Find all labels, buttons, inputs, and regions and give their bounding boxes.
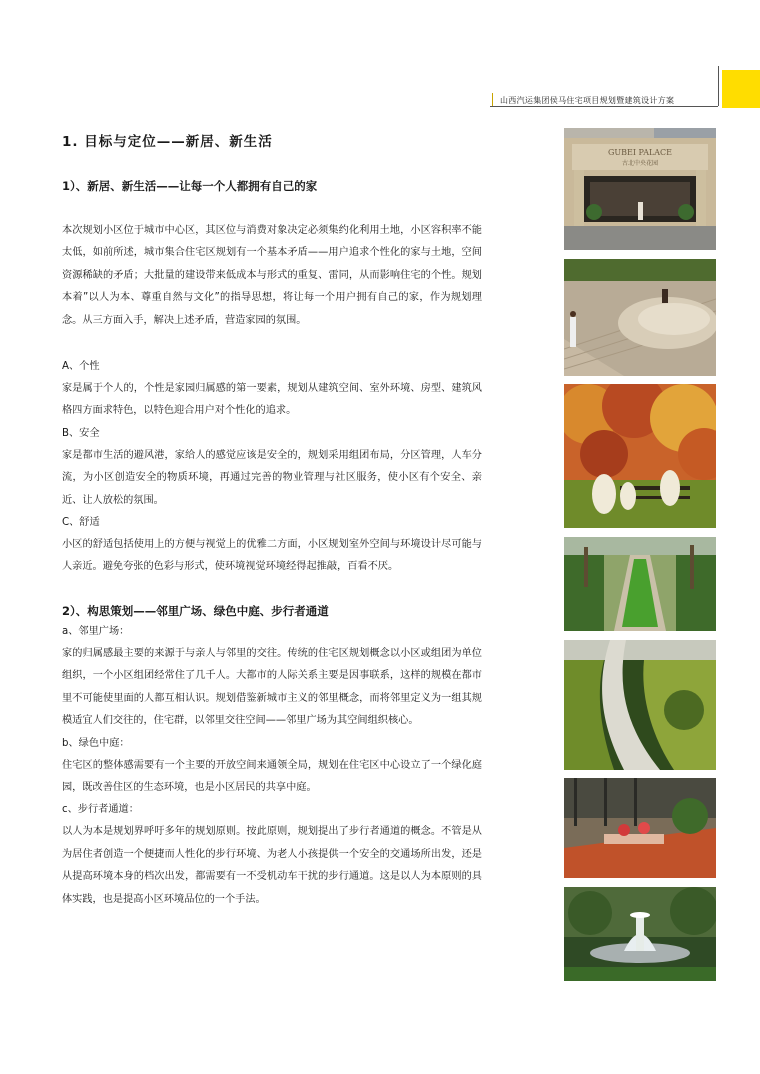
photo-flower-beds [564, 778, 716, 878]
photo-rock-plaza [564, 259, 716, 376]
photo-winding-path [564, 640, 716, 770]
item-a-text: 家是属于个人的，个性是家园归属感的第一要素，规划从建筑空间、室外环境、房型、建筑风格四方面求特色，以特色迎合用户对个性化的追求。 [62, 383, 482, 417]
intro-paragraph: 本次规划小区位于城市中心区，其区位与消费对象决定必须集约化利用土地，小区容积率不能太低，如前所述，城市集合住宅区规划有一个基本矛盾——用户追求个性化的家与土地，空间资源稀缺的矛盾；大批量的建设带来低成本与形式的重复、雷同，从而影响住宅的个性。规划本着”以人为本、尊重自然与文化”的指导思想，将让每一个用户拥有自己的家，作为规划理念。从三方面入手，解决上述矛盾，营造家园的氛围。 [62, 225, 482, 326]
photo-autumn-bench [564, 384, 716, 528]
building-sign-text: GUBEI PALACE [607, 148, 673, 157]
photo-building-entrance [564, 128, 716, 250]
header-edge-rule [718, 66, 719, 106]
subsection-2-title: 2）、构思策划——邻里广场、绿色中庭、步行者通道 [62, 603, 329, 618]
item-b-label: B、安全 [62, 427, 100, 439]
photo-green-courtyard [564, 537, 716, 631]
main-text-column [62, 132, 482, 911]
building-sign-subtext: 古北中央花园 [621, 160, 659, 167]
project-title: 山西汽运集团侯马住宅项目规划暨建筑设计方案 [500, 96, 675, 105]
item-b-text: 家是都市生活的避风港，家给人的感觉应该是安全的，规划采用组团布局，分区管理，人车分流，为小区创造安全的物质环境，再通过完善的物业管理与社区服务，使小区有个安全、亲近、让人放松的氛围。 [62, 449, 482, 506]
header-rule [490, 106, 718, 107]
item-c2-label: c、步行者通道： [62, 804, 139, 816]
item-c2-text: 以人为本是规划界呼吁多年的规划原则。按此原则，规划提出了步行者通道的概念。不管是从为居住者创造一个便捷而人性化的步行环境、为老人小孩提供一个安全的交通场所出发，还是从提高环境本身的档次出发，都需要有一不受机动车干扰的步行通道。这是以人为本原则的具体实践，也是提高小区环境品位的一个手法。 [62, 826, 482, 905]
section-title: 1. 目标与定位——新居、新生活 [62, 134, 273, 150]
item-a2-label: a、邻里广场： [62, 625, 130, 637]
item-c-text: 小区的舒适包括使用上的方便与视觉上的优雅二方面，小区规划室外空间与环境设计尽可能与人亲近。避免夸张的色彩与形式，使环境视觉环境经得起推敲，百看不厌。 [62, 539, 482, 573]
photo-fountain [564, 887, 716, 981]
item-a2-text: 家的归属感最主要的来源于与亲人与邻里的交往。传统的住宅区规划概念以小区或组团为单位组织，一个小区组团经常住了几千人。大都市的人际关系主要是因事联系，这样的规模在都市里不可能使里面的人都互相认识。规划借鉴新城市主义的邻里概念，而将邻里定义为一组其规模适宜人们交往的，住宅群，以邻里交往空间——邻里广场为其空间组织核心。 [62, 647, 482, 727]
header-yellow-square [722, 70, 760, 108]
item-b2-label: b、绿色中庭： [62, 737, 130, 749]
item-b2-text: 住宅区的整体感需要有一个主要的开放空间来通领全局，规划在住宅区中心设立了一个绿化庭园，既改善住区的生态环境，也是小区居民的共享中庭。 [62, 759, 482, 793]
header-accent-tick [492, 93, 493, 106]
subsection-1-title: 1）、新居、新生活——让每一个人都拥有自己的家 [62, 179, 318, 193]
item-c-label: C、舒适 [62, 517, 100, 529]
item-a-label: A、个性 [62, 361, 100, 373]
